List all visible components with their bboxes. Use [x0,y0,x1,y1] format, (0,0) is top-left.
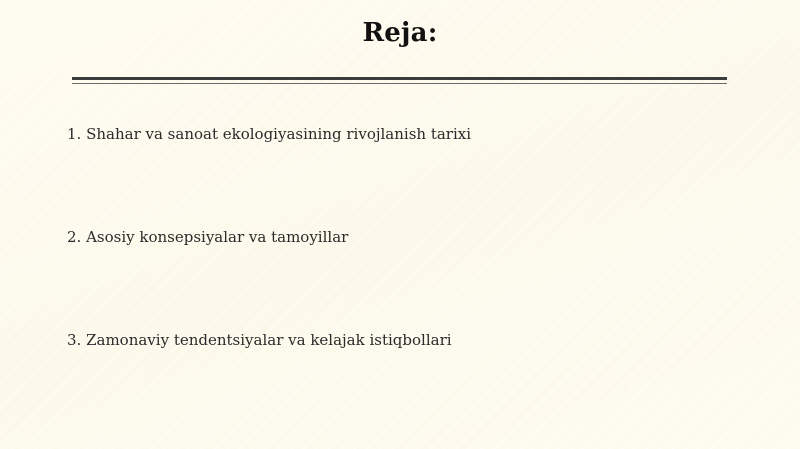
title-divider-thick [72,77,727,80]
title-divider-thin [72,83,727,84]
plan-item-1: 1. Shahar va sanoat ekologiyasining rivojlanish tarixi [67,125,472,143]
plan-item-2: 2. Asosiy konsepsiyalar va tamoyillar [67,228,349,246]
slide-title: Reja: [362,18,438,48]
plan-item-3: 3. Zamonaviy tendentsiyalar va kelajak istiqbollari [67,331,452,349]
